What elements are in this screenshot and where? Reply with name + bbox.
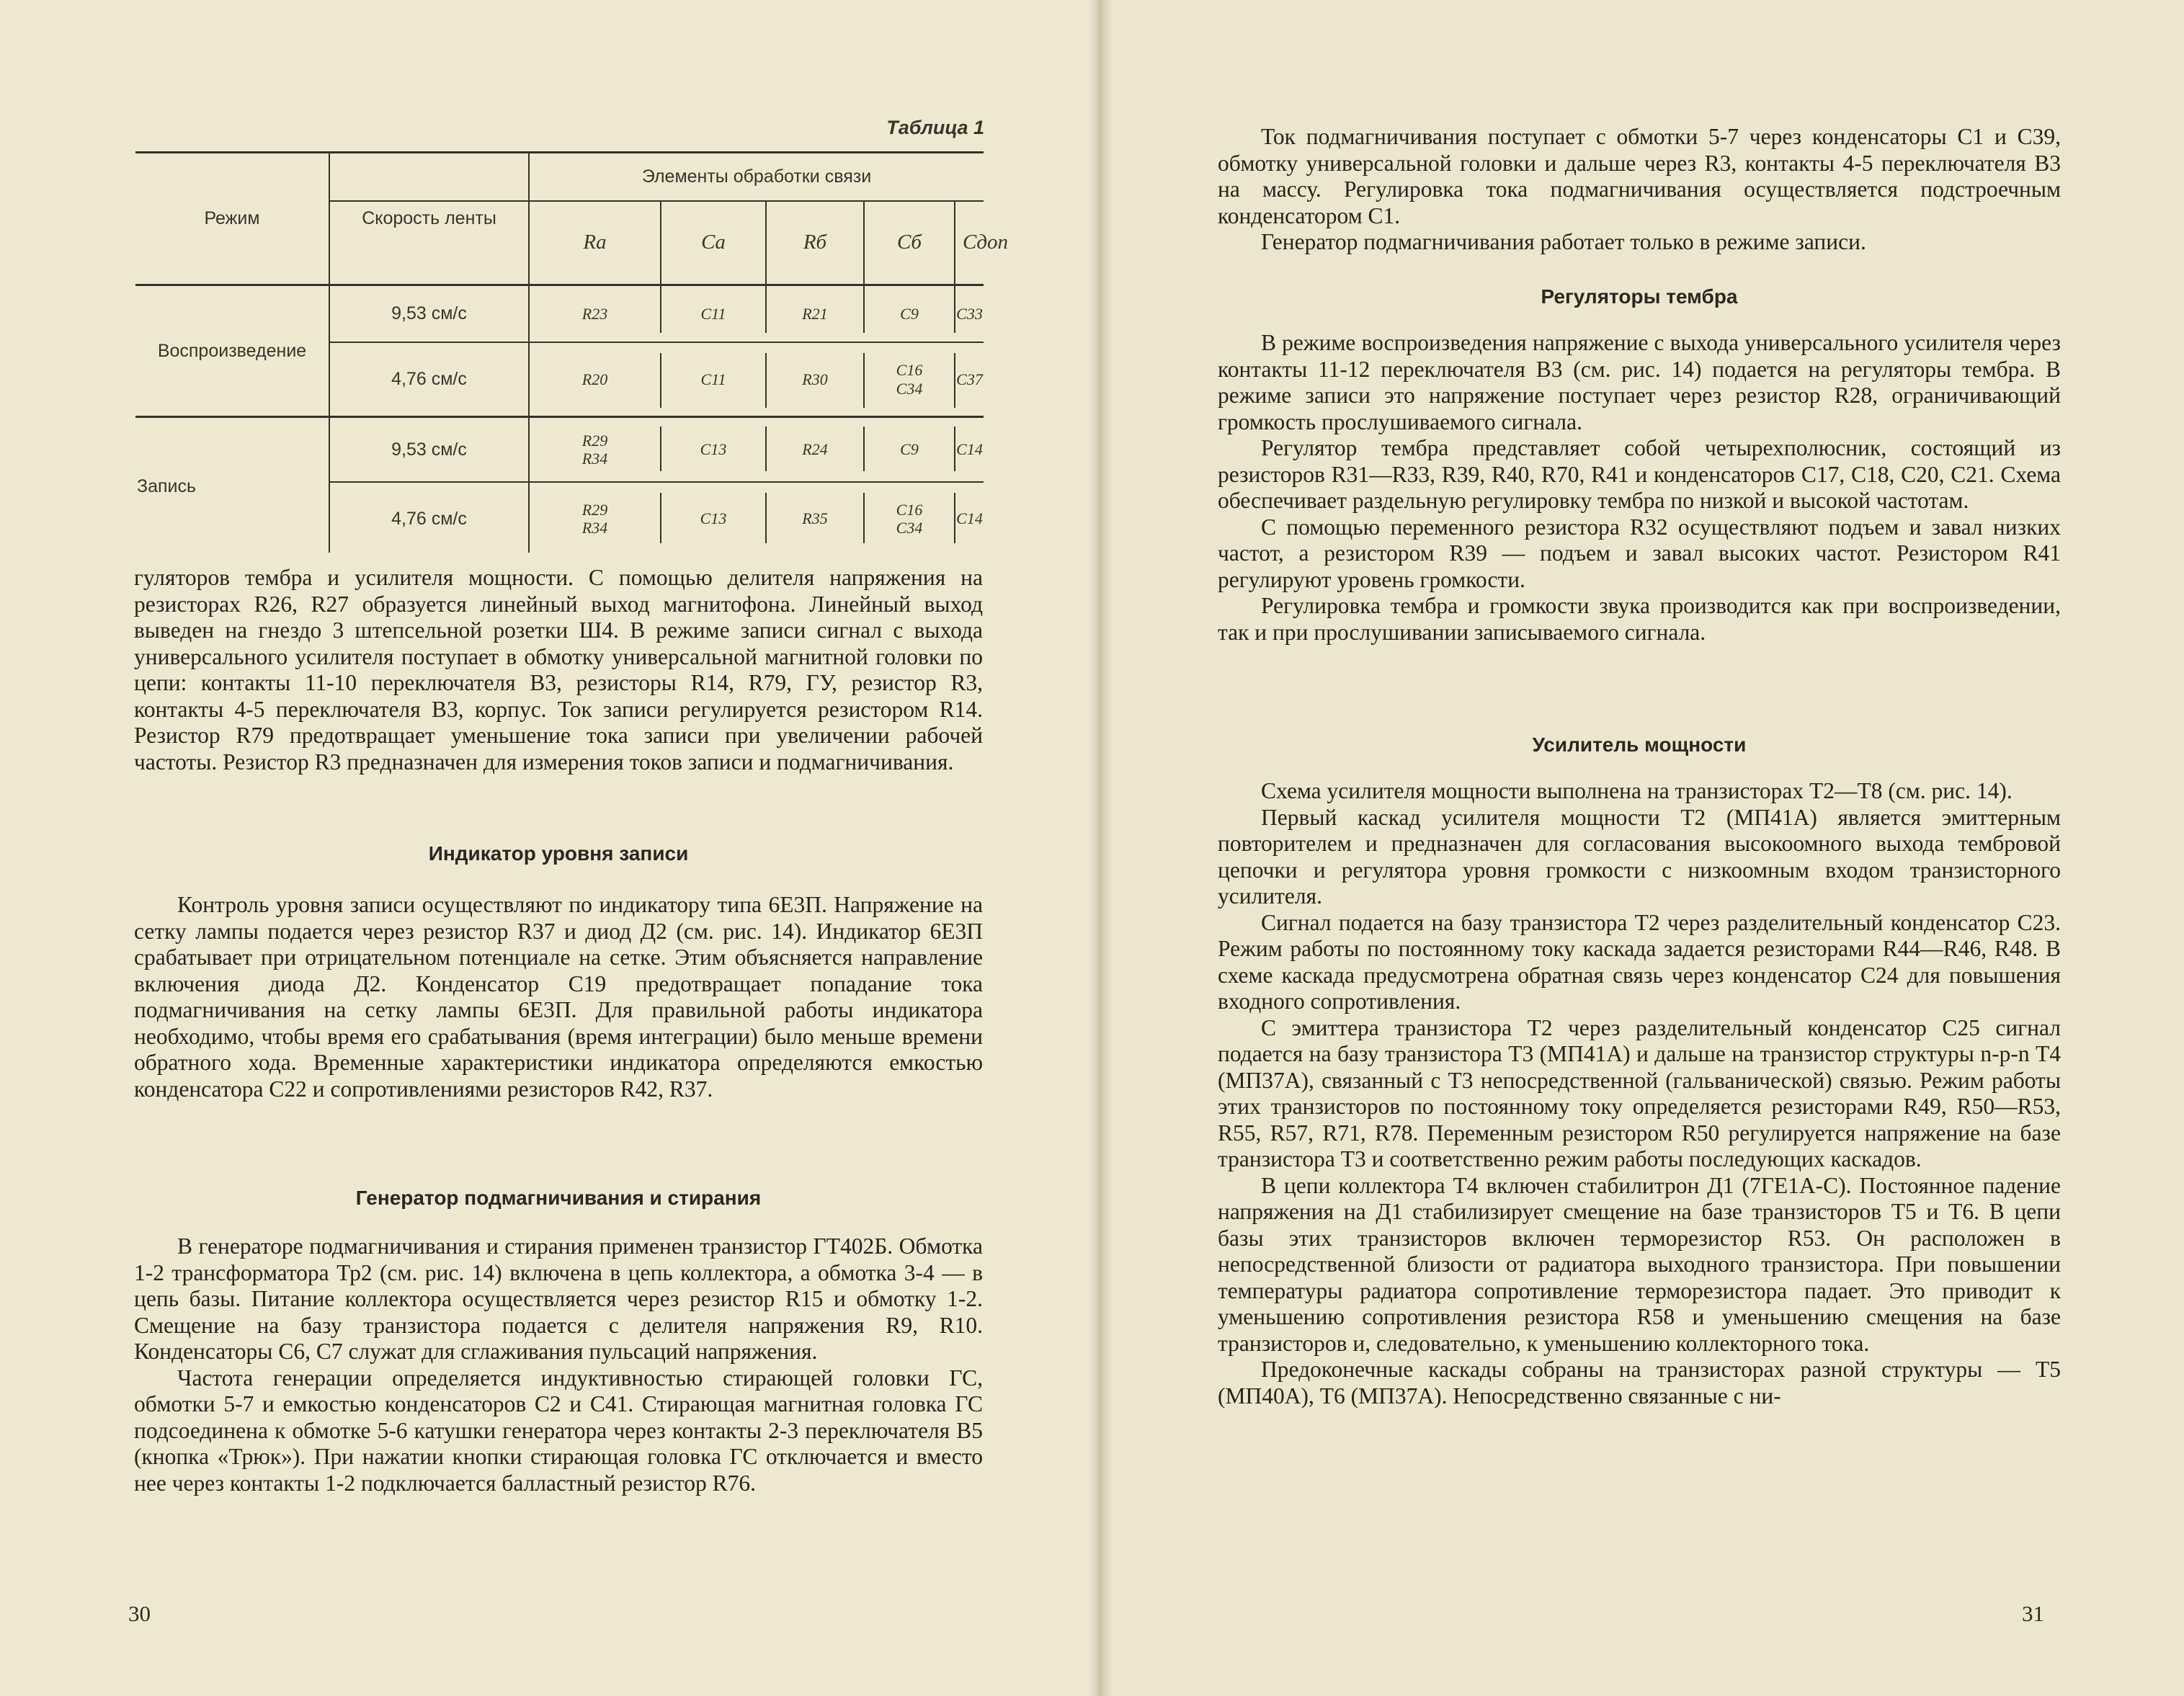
table-caption: Таблица 1 [886,117,984,138]
book-gutter [1088,0,1113,1696]
table-cell: C13 [700,509,727,528]
table-cell: C16 C34 [896,361,923,398]
table-cell: C9 [900,304,919,323]
section-heading: Регуляторы тембра [1541,285,1738,308]
paragraph: Регулировка тембра и громкости звука производится как при воспроизведении, так и при прослушивании записываемого сигнала. [1218,593,2061,645]
section-heading: Усилитель мощности [1532,733,1747,756]
table-cell: R29 R34 [581,500,608,537]
table-cell: R35 [802,509,828,528]
paragraph-block [1218,330,2061,646]
paragraph-block [1218,778,2061,1409]
paragraph: С эмиттера транзистора Т2 через разделительный конденсатор C25 сигнал подается на базу транзистора Т3 (МП41А) и дальше на транзистор структуры n-p-n Т4 (МП37А), связанный с Т3 непосредственной (гальванической) связью. Режим работы этих транзисторов по постоянному току определяется резисторами R49, R50—R53, R55, R57, R71, R78. Переменным резистором R50 регулируется напряжение на базе транзистора Т3 и соответственно режим работы последующих каскадов. [1218,1014,2061,1171]
paragraph: В цепи коллектора Т4 включен стабилитрон Д1 (7ГЕ1А-С). Постоянное падение напряжения на Д1 стабилизирует смещение на базе транзисторов Т5 и Т6. В цепи базы этих транзисторов включен терморезистор R53. Он расположен в непосредственной близости от радиатора выходного транзистора. При повышении температуры радиатора сопротивление терморезистора падает. Это приводит к уменьшению сопротивления резистора R58 и уменьшению смещения на базе транзисторов и, следовательно, к уменьшению коллекторного тока. [1218,1172,2061,1356]
header-symbol: Cа [701,231,726,254]
paragraph: Частота генерации определяется индуктивностью стирающей головки ГС, обмотки 5-7 и емкостью конденсаторов C2 и C41. Стирающая магнитная головка ГС подсоединена к обмотке 5-6 катушки генератора через контакты 2-3 переключателя В5 (кнопка «Трюк»). При нажатии кнопки стирающая головка ГС отключается и вместо нее через контакты 1-2 подключается балластный резистор R76. [134,1365,983,1496]
paragraph: Сигнал подается на базу транзистора Т2 через разделительный конденсатор C23. Режим работы по постоянному току каскада задается резисторами R44—R46, R48. В схеме каскада предусмотрена обратная связь через конденсатор C24 для повышения входного сопротивления. [1218,909,2061,1014]
table-cell: C33 [956,304,983,323]
table-cell: R20 [581,370,608,388]
header-symbol: Rа [583,231,607,254]
table-cell: C13 [700,440,727,459]
row-speed: 9,53 см/с [391,303,467,324]
paragraph: Предоконечные каскады собраны на транзисторах разной структуры — Т5 (МП40А), Т6 (МП37А). Непосредственно связанные с ни- [1218,1357,2061,1409]
table [135,151,1009,555]
table-cell: R30 [802,370,828,388]
table-cell: R29 R34 [581,431,608,468]
table-cell: C16 C34 [896,500,923,537]
paragraph: Первый каскад усилителя мощности Т2 (МП41А) является эмиттерным повторителем и предназначен для согласования высокоомного выхода тембровой цепочки и регулятора уровня громкости с низкоомным входом транзисторного усилителя. [1218,804,2061,909]
page-number: 31 [2022,1601,2044,1626]
table-cell: C11 [700,370,726,388]
paragraph-block [134,565,983,775]
table-cell: R23 [581,304,608,323]
paragraph: Регулятор тембра представляет собой четырехполюсник, состоящий из резисторов R31—R33, R39, R40, R70, R41 и конденсаторов C17, C18, C20, C21. Схема обеспечивает раздельную регулировку тембра по низкой и высокой частотам. [1218,435,2061,513]
paragraph-block [1218,124,2061,256]
row-speed: 9,53 см/с [391,439,467,460]
paragraph: Генератор подмагничивания работает только в режиме записи. [1261,229,1866,254]
paragraph: Ток подмагничивания поступает с обмотки 5-7 через конденсаторы C1 и C39, обмотку универсальной головки и дальше через R3, контакты 4-5 переключателя В3 на массу. Регулировка тока подмагничивания осуществляется подстроечным конденсатором C1. [1218,124,2061,228]
paragraph: С помощью переменного резистора R32 осуществляют подъем и завал низких частот, а резистором R39 — подъем и завал высоких частот. Резистором R41 регулируют уровень громкости. [1218,514,2061,592]
paragraph: В режиме воспроизведения напряжение с выхода универсального усилителя через контакты 11-12 переключателя В3 (см. рис. 14) подается на регуляторы тембра. В режиме записи это напряжение поступает через резистор R28, ограничивающий громкость прослушиваемого сигнала. [1218,330,2061,434]
row-speed: 4,76 см/с [391,369,467,390]
table-cell: C9 [900,440,919,459]
header-symbol: Cб [897,231,922,254]
header-symbol: Rб [803,231,827,254]
table-cell: C14 [956,440,983,459]
paragraph: гуляторов тембра и усилителя мощности. С помощью делителя напряжения на резисторах R26, R27 образуется линейный выход магнитофона. Линейный выход выведен на гнездо 3 штепсельной розетки Ш4. В режиме записи сигнал с выхода универсального усилителя поступает в обмотку универсальной магнитной головки по цепи: контакты 11-10 переключателя В3, резисторы R14, R79, ГУ, резистор R3, контакты 4-5 переключателя В3, корпус. Ток записи регулируется резистором R14. Резистор R79 предотвращает уменьшение тока записи при увеличении рабочей частоты. Резистор R3 предназначен для измерения токов записи и подмагничивания. [134,565,983,775]
table-cell: R21 [802,304,828,323]
paragraph: Схема усилителя мощности выполнена на транзисторах Т2—Т8 (см. рис. 14). [1261,778,2013,803]
page-number: 30 [128,1601,151,1626]
section-heading: Генератор подмагничивания и стирания [355,1187,762,1209]
paragraph: В генераторе подмагничивания и стирания применен транзистор ГТ402Б. Обмотка 1-2 трансформатора Тр2 (см. рис. 14) включена в цепь коллектора, а обмотка 3-4 — в цепь базы. Питание коллектора осуществляется через резистор R15 и обмотку 1-2. Смещение на базу транзистора подается с делителя напряжения R9, R10. Конденсаторы C6, C7 служат для сглаживания пульсаций напряжения. [134,1233,983,1364]
group-mode: Запись [137,476,197,496]
table-cell: C11 [700,304,726,323]
paragraph: Контроль уровня записи осуществляют по индикатору типа 6Е3П. Напряжение на сетку лампы подается через резистор R37 и диод Д2 (см. рис. 14). Индикатор 6Е3П срабатывает при отрицательном потенциале на сетке. Этим объясняется направление включения диода Д2. Конденсатор C19 предотвращает попадание тока подмагничивания на сетку лампы 6Е3П. Для правильной работы индикатора необходимо, чтобы время его срабатывания (время интеграции) было меньше времени обратного хода. Временные характеристики индикатора определяются емкостью конденсатора C22 и сопротивлениями резисторов R42, R37. [134,892,983,1102]
table-cell: C37 [956,370,983,388]
paragraph-block [134,1233,983,1496]
header-elements: Элементы обработки связи [641,166,872,187]
header-mode: Режим [204,208,260,229]
header-symbol: Cдоп [963,231,1009,254]
paragraph-block [134,892,983,1102]
section-heading: Индикатор уровня записи [428,842,689,865]
row-speed: 4,76 см/с [391,508,467,529]
group-mode: Воспроизведение [157,340,307,361]
table-cell: C14 [956,509,983,528]
header-speed: Скорость ленты [362,208,496,229]
table-cell: R24 [802,440,828,459]
